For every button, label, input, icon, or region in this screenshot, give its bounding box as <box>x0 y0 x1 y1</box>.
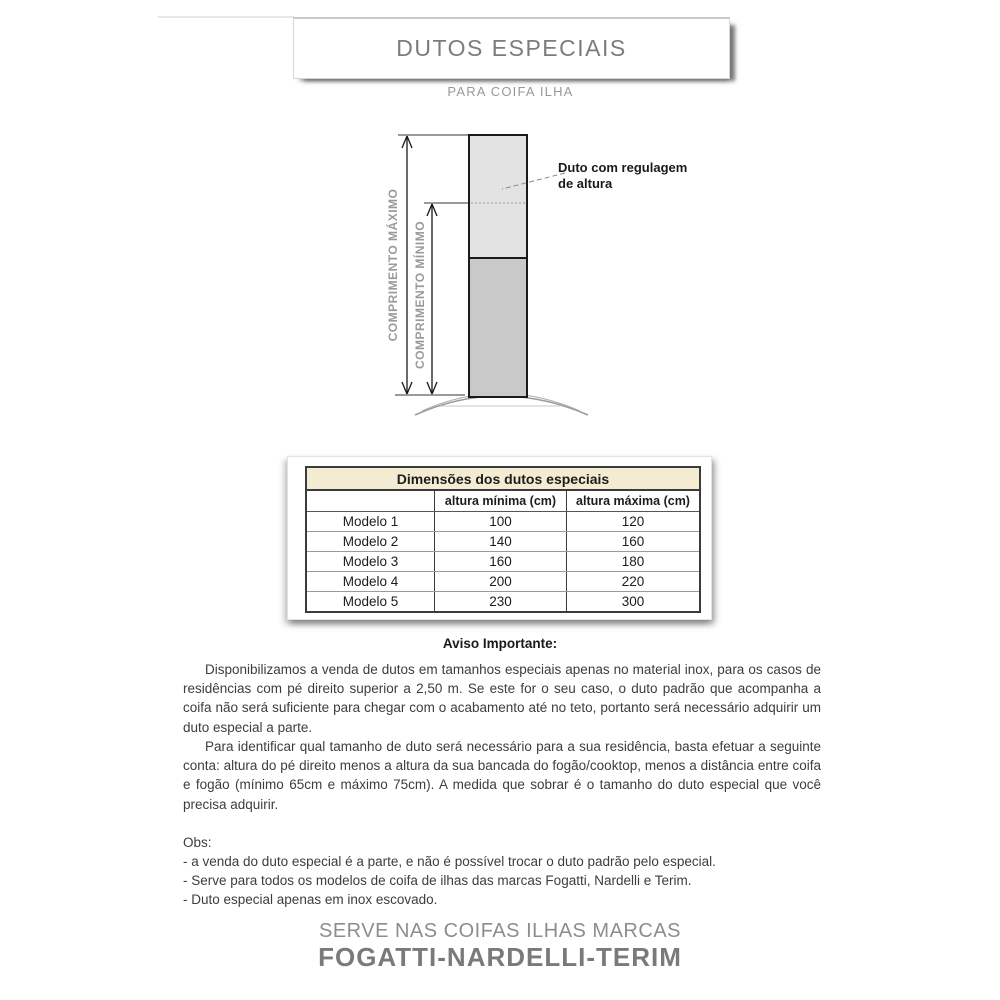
duct-callout-label: Duto com regulagem de altura <box>558 160 688 191</box>
cell-model: Modelo 4 <box>306 572 435 592</box>
col-header-min: altura mínima (cm) <box>435 490 567 512</box>
dimensions-table-card <box>287 456 712 620</box>
cell-model: Modelo 2 <box>306 532 435 552</box>
cell-min: 160 <box>435 552 567 572</box>
label-comprimento-minimo: COMPRIMENTO MÍNIMO <box>413 220 427 370</box>
footer-brands-text: FOGATTI-NARDELLI-TERIM <box>318 942 682 972</box>
duct-lower-section <box>469 258 527 397</box>
obs-heading: Obs: <box>183 835 212 850</box>
cell-min: 230 <box>435 592 567 613</box>
page-subtitle: PARA COIFA ILHA <box>447 84 574 99</box>
dimension-arrow-max <box>402 136 412 394</box>
cell-max: 160 <box>567 532 701 552</box>
table-title: Dimensões dos dutos especiais <box>306 467 700 490</box>
page-title: DUTOS ESPECIAIS <box>396 35 627 61</box>
cell-model: Modelo 5 <box>342 594 399 609</box>
obs-item: - Duto especial apenas em inox escovado. <box>183 892 438 907</box>
dimensions-table <box>305 466 701 613</box>
notice-paragraph-1: Disponibilizamos a venda de dutos em tamanhos especiais apenas no material inox, para os casos de residências com pé direito superior a 2,50 m. Se este for o seu caso, o duto padrão que acompanha a coifa não será suficiente para chegar com o acabamento até no teto, portanto será necessário adquirir um duto especial a parte. <box>183 662 821 735</box>
table-row <box>306 592 700 613</box>
cell-model: Modelo 3 <box>306 552 435 572</box>
cell-min: 100 <box>435 512 567 532</box>
obs-item: - a venda do duto especial é a parte, e não é possível trocar o duto padrão pelo especial. <box>183 854 716 869</box>
label-comprimento-maximo: COMPRIMENTO MÁXIMO <box>386 188 400 342</box>
cell-max: 180 <box>567 552 701 572</box>
important-notice-heading: Aviso Importante: <box>442 636 558 651</box>
col-header-empty <box>306 490 435 512</box>
table-header-row <box>306 490 700 512</box>
cell-min: 200 <box>435 572 567 592</box>
cell-max: 220 <box>567 572 701 592</box>
table-row <box>306 572 700 592</box>
title-banner <box>293 17 730 79</box>
table-row <box>306 552 700 572</box>
dimension-arrow-min <box>427 204 437 394</box>
table-row <box>306 532 700 552</box>
obs-item: - Serve para todos os modelos de coifa de ilhas das marcas Fogatti, Nardelli e Terim. <box>183 873 692 888</box>
cell-min: 140 <box>435 532 567 552</box>
duct-upper-section <box>469 135 527 258</box>
table-row <box>306 512 700 532</box>
top-divider-rule <box>158 16 294 18</box>
cell-max: 120 <box>567 512 701 532</box>
table-title-row <box>306 467 700 490</box>
cell-max: 300 <box>567 592 701 613</box>
obs-section <box>183 833 833 909</box>
notice-paragraph-2: Para identificar qual tamanho de duto será necessário para a sua residência, basta efetuar a seguinte conta: altura do pé direito menos a altura da sua bancada do fogão/cooktop, menos a distância entre coifa e fogão (mínimo 65cm e máximo 75cm). A medida que sobrar é o tamanho do duto especial que você precisa adquirir. <box>183 739 821 812</box>
cell-model: Modelo 1 <box>306 512 435 532</box>
col-header-max: altura máxima (cm) <box>567 490 701 512</box>
footer-serve-text: SERVE NAS COIFAS ILHAS MARCAS <box>318 920 681 942</box>
